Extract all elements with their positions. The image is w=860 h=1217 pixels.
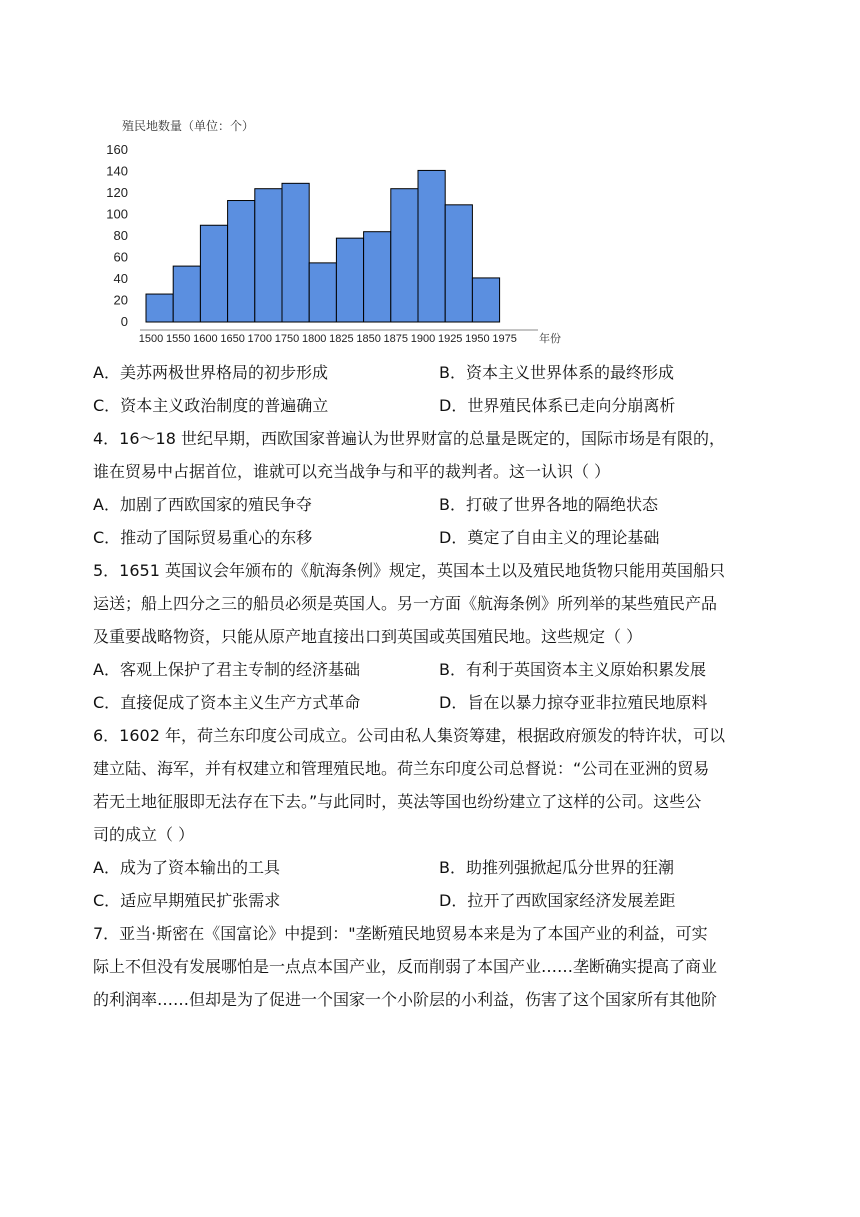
q3-options-row-1 bbox=[93, 356, 773, 389]
x-tick-label: 1650 bbox=[220, 333, 245, 345]
q3-option-b[interactable] bbox=[439, 356, 785, 389]
option-text: 世界殖民体系已走向分崩离析 bbox=[467, 396, 676, 415]
q4-stem bbox=[93, 422, 773, 488]
q5-stem-line: 5．1651 英国议会年颁布的《航海条例》规定，英国本土以及殖民地货物只能用英国船只 bbox=[93, 561, 725, 580]
q4-stem-line: 谁在贸易中占据首位，谁就可以充当战争与和平的裁判者。这一认识（ ） bbox=[93, 462, 611, 481]
q6-stem-line: 6．1602 年，荷兰东印度公司成立。公司由私人集资筹建，根据政府颁发的特许状，可以 bbox=[93, 726, 725, 745]
x-tick-label: 1900 bbox=[410, 333, 436, 345]
option-label: C． bbox=[93, 528, 121, 547]
q7-stem-line: 7．亚当·斯密在《国富论》中提到："垄断殖民地贸易本来是为了本国产业的利益，可实 bbox=[93, 924, 708, 943]
option-label: C． bbox=[93, 891, 121, 910]
option-text: 打破了世界各地的隔绝状态 bbox=[465, 495, 658, 514]
option-label: C． bbox=[93, 396, 121, 415]
option-text: 成为了资本输出的工具 bbox=[119, 858, 280, 877]
bar bbox=[418, 170, 445, 322]
question-document bbox=[93, 356, 773, 1016]
option-text: 美苏两极世界格局的初步形成 bbox=[119, 363, 328, 382]
bar bbox=[391, 189, 418, 322]
bar bbox=[472, 278, 499, 322]
bar bbox=[336, 238, 363, 322]
option-text: 推动了国际贸易重心的东移 bbox=[120, 528, 313, 547]
option-text: 直接促成了资本主义生产方式革命 bbox=[120, 693, 361, 712]
colony-count-bar-chart bbox=[100, 112, 580, 352]
option-label: A． bbox=[93, 858, 120, 877]
option-text: 客观上保护了君主专制的经济基础 bbox=[119, 660, 360, 679]
q7-stem-line: 的利润率……但却是为了促进一个国家一个小阶层的小利益，伤害了这个国家所有其他阶 bbox=[93, 990, 718, 1009]
y-tick-label: 80 bbox=[113, 228, 128, 243]
y-tick-label: 0 bbox=[120, 314, 128, 329]
q6-option-b[interactable] bbox=[439, 851, 785, 884]
chart-bars bbox=[146, 170, 500, 322]
q4-options-row-2 bbox=[93, 521, 773, 554]
bar bbox=[282, 183, 309, 322]
q3-option-d[interactable] bbox=[439, 389, 785, 422]
q6-stem-line: 若无土地征服即无法存在下去。”与此同时，英法等国也纷纷建立了这样的公司。这些公 bbox=[93, 792, 702, 811]
chart-x-ticks bbox=[139, 333, 517, 345]
x-tick-label: 1550 bbox=[165, 333, 191, 345]
chart-y-axis-label: 殖民地数量（单位：个） bbox=[122, 119, 255, 133]
q5-option-c[interactable] bbox=[93, 686, 439, 719]
x-tick-label: 1800 bbox=[301, 333, 327, 345]
option-label: A． bbox=[93, 363, 120, 382]
bar bbox=[173, 266, 200, 322]
bar bbox=[200, 225, 227, 322]
q5-options-row-1 bbox=[93, 653, 773, 686]
x-tick-label: 1925 bbox=[437, 333, 463, 345]
option-label: B． bbox=[439, 858, 466, 877]
y-tick-label: 140 bbox=[106, 163, 128, 179]
q5-option-a[interactable] bbox=[93, 653, 439, 686]
q3-options-row-2 bbox=[93, 389, 773, 422]
q4-stem-line: 4．16～18 世纪早期，西欧国家普遍认为世界财富的总量是既定的，国际市场是有限的， bbox=[93, 429, 725, 448]
option-text: 旨在以暴力掠夺亚非拉殖民地原料 bbox=[467, 693, 708, 712]
option-text: 奠定了自由主义的理论基础 bbox=[467, 528, 660, 547]
q5-option-b[interactable] bbox=[439, 653, 785, 686]
chart-x-unit-label: 年份 bbox=[539, 332, 561, 345]
y-tick-label: 20 bbox=[113, 292, 128, 308]
option-text: 资本主义政治制度的普遍确立 bbox=[120, 396, 329, 415]
option-label: C． bbox=[93, 693, 121, 712]
q4-option-b[interactable] bbox=[439, 488, 785, 521]
q6-stem-line: 建立陆、海军，并有权建立和管理殖民地。荷兰东印度公司总督说：“公司在亚洲的贸易 bbox=[93, 759, 710, 778]
option-text: 助推列强掀起瓜分世界的狂潮 bbox=[465, 858, 674, 877]
option-label: B． bbox=[439, 363, 466, 382]
option-label: A． bbox=[93, 660, 120, 679]
x-tick-label: 1950 bbox=[465, 333, 490, 345]
x-tick-label: 1975 bbox=[492, 333, 517, 345]
x-tick-label: 1825 bbox=[329, 333, 354, 345]
y-tick-label: 160 bbox=[106, 142, 128, 157]
option-label: D． bbox=[439, 693, 468, 712]
q5-stem bbox=[93, 554, 773, 653]
q6-options-row-1 bbox=[93, 851, 773, 884]
option-label: D． bbox=[439, 528, 468, 547]
q6-option-a[interactable] bbox=[93, 851, 439, 884]
bar bbox=[445, 205, 472, 322]
option-text: 资本主义世界体系的最终形成 bbox=[465, 363, 674, 382]
x-tick-label: 1700 bbox=[247, 333, 273, 345]
q4-option-c[interactable] bbox=[93, 521, 439, 554]
q5-option-d[interactable] bbox=[439, 686, 785, 719]
q5-stem-line: 及重要战略物资，只能从原产地直接出口到英国或英国殖民地。这些规定（ ） bbox=[93, 627, 643, 646]
option-label: B． bbox=[439, 495, 466, 514]
q7-stem-line: 际上不但没有发展哪怕是一点点本国产业，反而削弱了本国产业……垄断确实提高了商业 bbox=[93, 957, 718, 976]
option-label: A． bbox=[93, 495, 120, 514]
q7-stem bbox=[93, 917, 773, 1016]
q6-option-d[interactable] bbox=[439, 884, 785, 917]
option-text: 有利于英国资本主义原始积累发展 bbox=[465, 660, 706, 679]
q6-options-row-2 bbox=[93, 884, 773, 917]
option-text: 加剧了西欧国家的殖民争夺 bbox=[119, 495, 312, 514]
q6-stem bbox=[93, 719, 773, 851]
option-text: 适应早期殖民扩张需求 bbox=[120, 891, 281, 910]
y-tick-label: 120 bbox=[106, 185, 128, 200]
q3-option-a[interactable] bbox=[93, 356, 439, 389]
bar bbox=[364, 232, 391, 322]
option-label: D． bbox=[439, 891, 468, 910]
x-tick-label: 1850 bbox=[356, 333, 381, 345]
q5-options-row-2 bbox=[93, 686, 773, 719]
y-tick-label: 60 bbox=[113, 249, 128, 265]
option-label: D． bbox=[439, 396, 468, 415]
q6-option-c[interactable] bbox=[93, 884, 439, 917]
q5-stem-line: 运送；船上四分之三的船员必须是英国人。另一方面《航海条例》所列举的某些殖民产品 bbox=[93, 594, 718, 613]
x-tick-label: 1750 bbox=[274, 333, 300, 345]
x-tick-label: 1500 bbox=[138, 333, 164, 345]
bar bbox=[228, 201, 255, 322]
bar bbox=[255, 189, 282, 322]
x-tick-label: 1600 bbox=[193, 333, 218, 345]
bar bbox=[309, 263, 336, 322]
q3-option-c[interactable] bbox=[93, 389, 439, 422]
option-text: 拉开了西欧国家经济发展差距 bbox=[467, 891, 676, 910]
y-tick-label: 40 bbox=[113, 271, 128, 286]
bar bbox=[146, 294, 173, 322]
q4-option-d[interactable] bbox=[439, 521, 785, 554]
q6-stem-line: 司的成立（ ） bbox=[93, 825, 195, 844]
q4-options-row-1 bbox=[93, 488, 773, 521]
x-tick-label: 1875 bbox=[383, 333, 409, 345]
chart-y-ticks bbox=[106, 142, 128, 329]
y-tick-label: 100 bbox=[106, 206, 128, 222]
q4-option-a[interactable] bbox=[93, 488, 439, 521]
option-label: B． bbox=[439, 660, 466, 679]
